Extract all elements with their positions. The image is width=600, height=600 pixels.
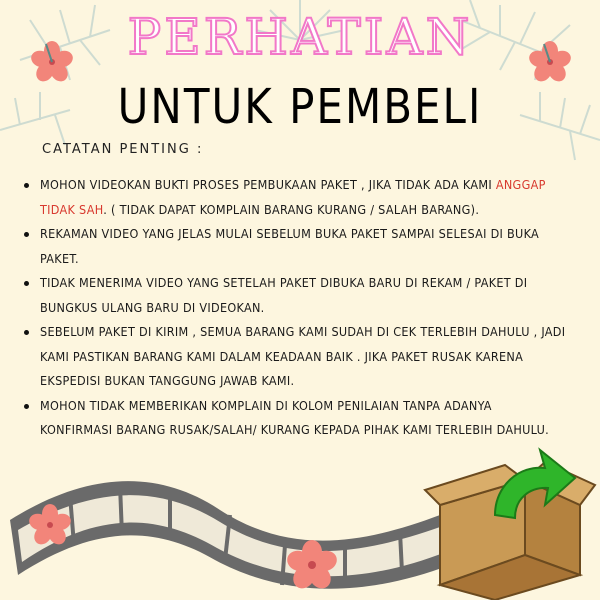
notes-list bbox=[20, 173, 568, 443]
page-title: PERHATIAN bbox=[127, 8, 473, 66]
page-subtitle: UNTUK PEMBELI bbox=[117, 78, 483, 135]
list-item: TIDAK MENERIMA VIDEO YANG SETELAH PAKET DIBUKA BARU DI REKAM / PAKET DI BUNGKUS ULANG BARU DI VIDEOKAN. bbox=[20, 271, 568, 320]
list-item: MOHON TIDAK MEMBERIKAN KOMPLAIN DI KOLOM PENILAIAN TANPA ADANYA KONFIRMASI BARANG RUSAK/SALAH/ KURANG KEPADA PIHAK KAMI TERLEBIH DAHULU. bbox=[20, 394, 568, 443]
list-item: REKAMAN VIDEO YANG JELAS MULAI SEBELUM BUKA PAKET SAMPAI SELESAI DI BUKA PAKET. bbox=[20, 222, 568, 271]
highlight-text: ANGGAP TIDAK SAH bbox=[40, 177, 546, 217]
list-item: SEBELUM PAKET DI KIRIM , SEMUA BARANG KAMI SUDAH DI CEK TERLEBIH DAHULU , JADI KAMI PASTIKAN BARANG KAMI DALAM KEADAAN BAIK . JIKA PAKET RUSAK KARENA EKSPEDISI BUKAN TANGGUNG JAWAB KAMI. bbox=[20, 320, 568, 394]
list-item: MOHON VIDEOKAN BUKTI PROSES PEMBUKAAN PAKET , JIKA TIDAK ADA KAMI ANGGAP TIDAK SAH. ( TIDAK DAPAT KOMPLAIN BARANG KURANG / SALAH BARANG). bbox=[20, 173, 568, 222]
notes-heading: CATATAN PENTING : bbox=[42, 142, 204, 157]
film-strip-icon bbox=[10, 481, 450, 589]
